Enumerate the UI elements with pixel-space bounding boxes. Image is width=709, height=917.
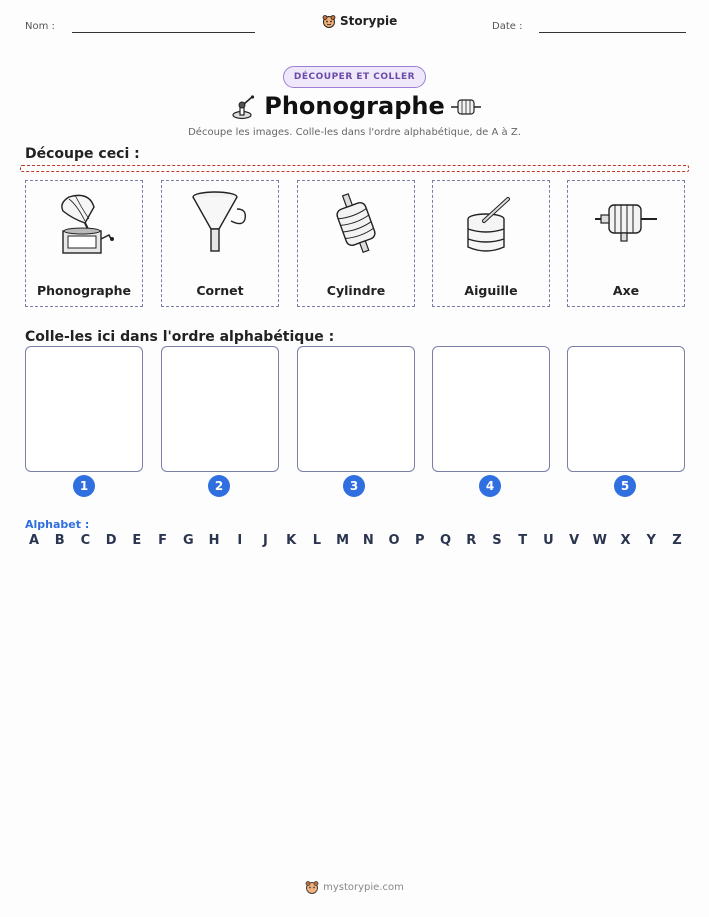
paste-box-2[interactable] [161,346,279,472]
activity-badge: DÉCOUPER ET COLLER [283,66,426,88]
alphabet-letter: N [362,533,374,548]
order-number: 3 [343,475,365,497]
alphabet-row [25,533,686,548]
alphabet-letter: H [208,533,220,548]
alphabet-letter: B [54,533,65,548]
brand-logo [322,14,397,28]
alphabet-letter: S [492,533,502,548]
alphabet-letter: U [543,533,554,548]
cut-card-cylindre[interactable] [297,180,415,307]
alphabet-letter: M [336,533,350,548]
alphabet-letter: T [518,533,528,548]
paste-box-5[interactable] [567,346,685,472]
name-label: Nom : [25,21,55,32]
cut-card-phonographe[interactable] [25,180,143,307]
alphabet-letter: R [466,533,477,548]
paste-box-3[interactable] [297,346,415,472]
alphabet-letter: A [28,533,40,548]
alphabet-letter: L [312,533,322,548]
alphabet-letter: X [620,533,631,548]
order-number: 1 [73,475,95,497]
phonograph-icon [49,189,119,259]
alphabet-letter: W [592,533,607,548]
date-line[interactable] [539,32,686,33]
card-label: Cornet [196,283,244,298]
order-number: 2 [208,475,230,497]
axle-icon [591,189,661,259]
alphabet-letter: Q [439,533,452,548]
footer [0,880,709,894]
storypie-mascot-icon [322,14,336,28]
funnel-horn-icon [185,189,255,259]
instructions: Découpe les images. Colle-les dans l'ordre alphabétique, de A à Z. [188,127,521,138]
alphabet-heading: Alphabet : [25,518,90,531]
paste-box-4[interactable] [432,346,550,472]
card-label: Cylindre [326,283,386,298]
cut-heading: Découpe ceci : [25,146,140,162]
alphabet-letter: V [569,533,580,548]
card-label: Phonographe [36,283,131,298]
alphabet-letter: D [105,533,117,548]
alphabet-letter: P [415,533,425,548]
brand-name: Storypie [340,14,398,28]
card-label: Aiguille [464,283,518,298]
alphabet-letter: F [158,533,168,548]
paste-box-1[interactable] [25,346,143,472]
cut-line[interactable] [20,165,689,172]
date-label: Date : [492,21,523,32]
page-title: Phonographe [264,92,445,120]
axle-deco-icon [450,97,482,117]
alphabet-letter: J [263,533,268,548]
footer-url[interactable]: mystorypie.com [323,881,404,893]
alphabet-letter: G [182,533,194,548]
alphabet-letter: Y [646,533,656,548]
cut-card-aiguille[interactable] [432,180,550,307]
needle-icon [456,189,526,259]
card-label: Axe [612,283,640,298]
alphabet-letter: C [80,533,91,548]
paste-heading: Colle-les ici dans l'ordre alphabétique : [25,329,335,345]
alphabet-letter: I [237,533,243,548]
name-line[interactable] [72,32,255,33]
cut-card-cornet[interactable] [161,180,279,307]
storypie-mascot-icon [305,880,319,894]
cut-card-axe[interactable] [567,180,685,307]
wax-cylinder-icon [321,189,391,259]
alphabet-letter: O [388,533,400,548]
alphabet-letter: K [286,533,297,548]
alphabet-letter: Z [672,533,682,548]
order-number: 4 [479,475,501,497]
order-number: 5 [614,475,636,497]
alphabet-letter: E [132,533,142,548]
